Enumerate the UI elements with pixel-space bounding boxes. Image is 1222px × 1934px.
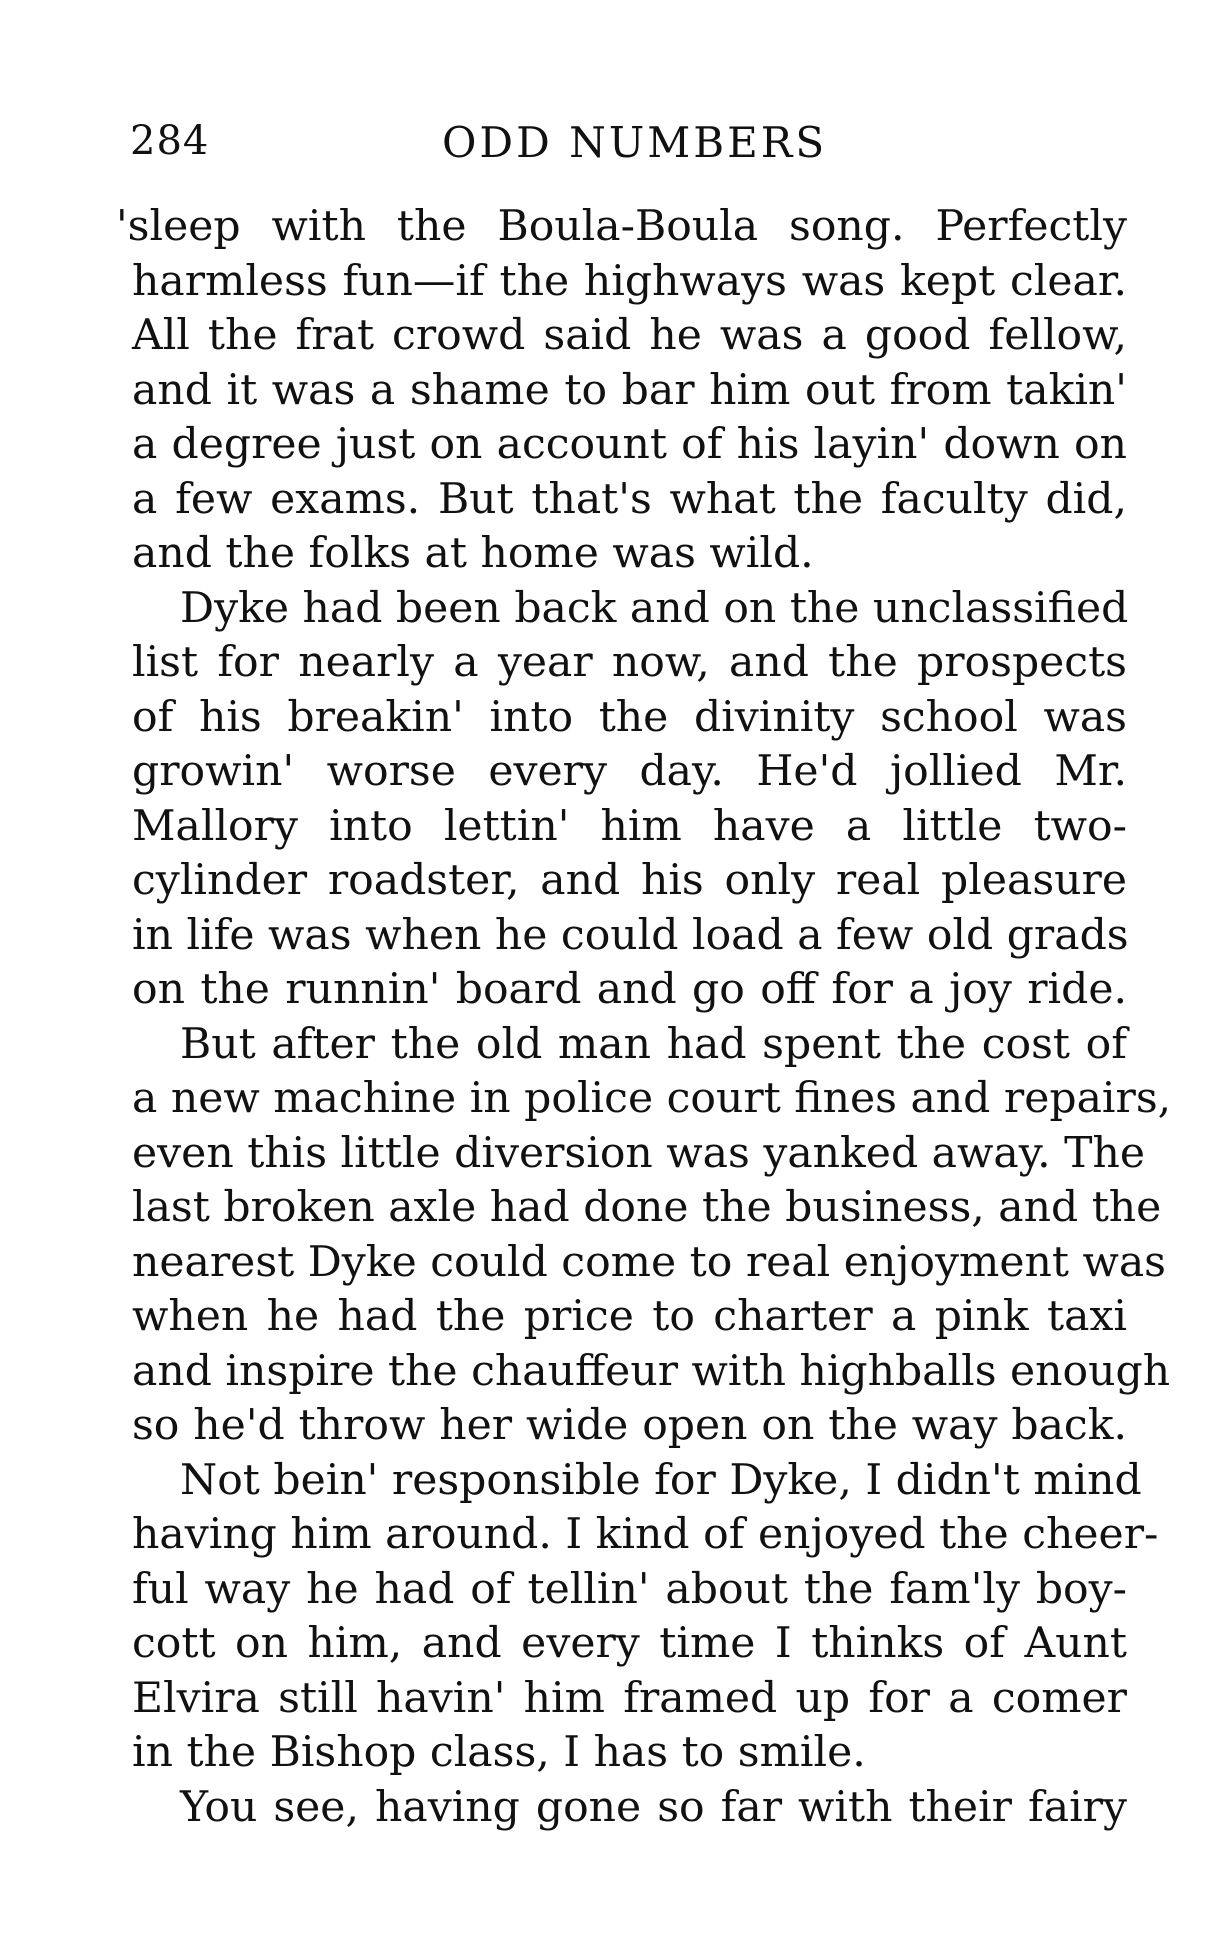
text-line: You see, having gone so far with their fairy xyxy=(180,1782,1127,1832)
text-line: a degree just on account of his layin' down on xyxy=(132,420,1127,469)
paragraph xyxy=(132,1454,1159,1781)
text-line: cylinder roadster, and his only real pleasure xyxy=(132,856,1127,905)
text-line: growin' worse every day. He'd jollied Mr. xyxy=(132,747,1127,796)
text-line: in the Bishop class, I has to smile. xyxy=(132,1728,866,1777)
text-line: cott on him, and every time I thinks of Aunt xyxy=(132,1619,1127,1668)
paragraph xyxy=(132,1018,1172,1454)
running-title: ODD NUMBERS xyxy=(442,118,828,167)
paragraph xyxy=(132,1781,1127,1836)
text-line: a new machine in police court fines and repairs, xyxy=(132,1074,1172,1123)
body-text xyxy=(116,200,1172,1835)
text-line: Not bein' responsible for Dyke, I didn't mind xyxy=(180,1455,1142,1505)
text-line: so he'd throw her wide open on the way back. xyxy=(132,1401,1127,1450)
page-number: 284 xyxy=(130,118,210,164)
text-line: 'sleep with the Boula-Boula song. Perfectly xyxy=(116,202,1127,251)
text-line: of his breakin' into the divinity school was xyxy=(132,692,1127,742)
paragraph xyxy=(132,582,1127,1018)
text-line: even this little diversion was yanked away. The xyxy=(132,1128,1145,1178)
text-line: in life was when he could load a few old grads xyxy=(132,910,1129,960)
text-line: when he had the price to charter a pink taxi xyxy=(132,1292,1127,1341)
text-line: nearest Dyke could come to real enjoyment was xyxy=(132,1237,1166,1287)
text-line: ful way he had of tellin' about the fam'ly boy- xyxy=(132,1564,1127,1614)
text-line: Elvira still havin' him framed up for a comer xyxy=(132,1673,1127,1723)
text-line: Dyke had been back and on the unclassified xyxy=(180,583,1129,633)
text-line: Mallory into lettin' him have a little two- xyxy=(132,801,1127,851)
text-line: a few exams. But that's what the faculty did, xyxy=(132,474,1127,524)
text-line: harmless fun—if the highways was kept clear. xyxy=(132,256,1127,306)
text-line: But after the old man had spent the cost of xyxy=(180,1019,1127,1069)
text-line: list for nearly a year now, and the prospects xyxy=(132,638,1127,687)
text-line: and the folks at home was wild. xyxy=(132,529,814,578)
text-line: and it was a shame to bar him out from takin' xyxy=(132,365,1127,415)
text-line: last broken axle had done the business, and the xyxy=(132,1183,1162,1232)
page-header xyxy=(130,118,1130,178)
paragraph xyxy=(116,200,1127,582)
text-line: All the frat crowd said he was a good fellow, xyxy=(132,311,1127,360)
text-line: on the runnin' board and go off for a joy ride. xyxy=(132,965,1127,1014)
text-line: and inspire the chauffeur with highballs enough xyxy=(132,1346,1171,1396)
text-line: having him around. I kind of enjoyed the cheer- xyxy=(132,1510,1159,1559)
